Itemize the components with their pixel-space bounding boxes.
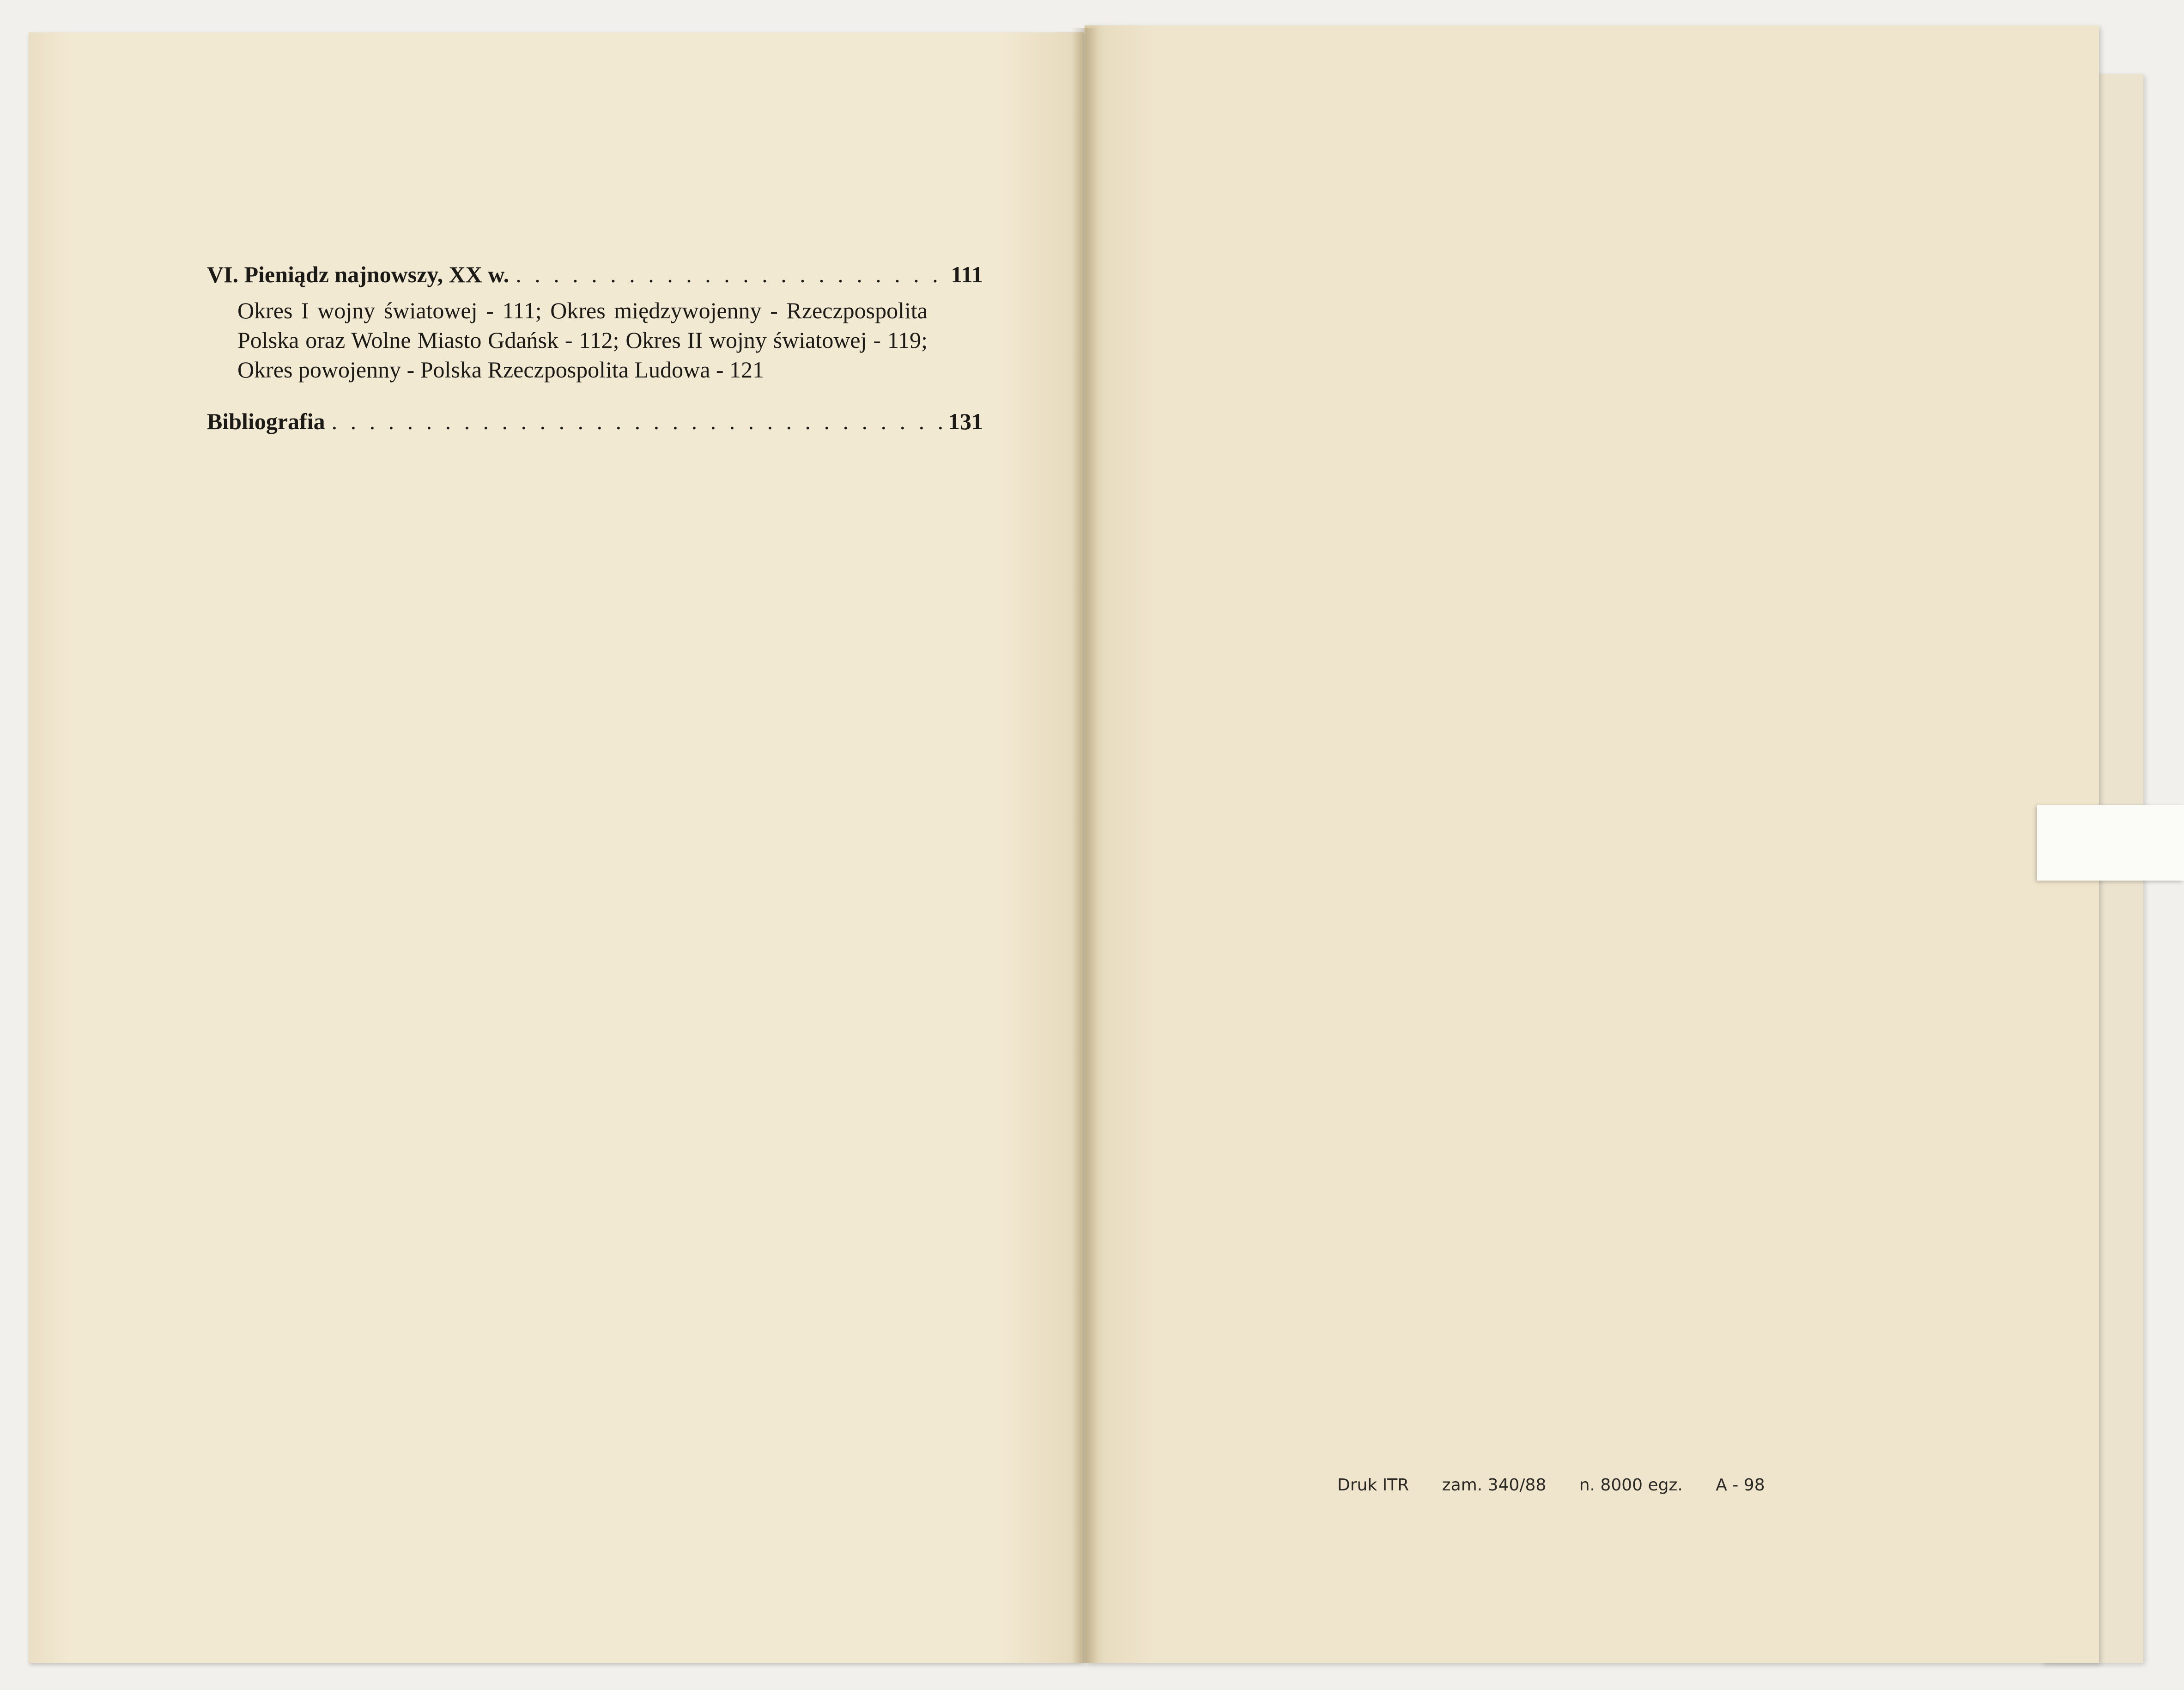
printer-imprint	[1337, 1476, 1793, 1495]
toc-entry-page: 131	[948, 408, 983, 434]
toc-entry-page: 111	[951, 261, 983, 287]
bookmark	[2037, 805, 2184, 881]
toc-entry-chapter-vi	[207, 259, 983, 290]
right-page	[1085, 25, 2099, 1663]
toc-entry-description: Okres I wojny światowej - 111; Okres międzywojenny - Rzeczpospolita Polska oraz Wolne Miasto Gdańsk - 112; Okres II wojny światowej - 119; Okres powojenny - Polska Rzeczpospolita Ludowa - 121	[237, 298, 928, 383]
book-gutter	[1071, 28, 1098, 1663]
imprint-code: A - 98	[1716, 1476, 1765, 1495]
table-of-contents	[207, 259, 983, 437]
imprint-printer: Druk ITR	[1337, 1476, 1409, 1495]
imprint-copies: n. 8000 egz.	[1579, 1476, 1683, 1495]
imprint-order: zam. 340/88	[1442, 1476, 1547, 1495]
toc-dot-leader	[516, 259, 944, 290]
toc-entry-title: Bibliografia	[207, 408, 325, 434]
toc-dot-leader	[332, 406, 942, 437]
toc-entry-bibliography	[207, 406, 983, 437]
toc-entry-title: VI. Pieniądz najnowszy, XX w.	[207, 261, 510, 287]
